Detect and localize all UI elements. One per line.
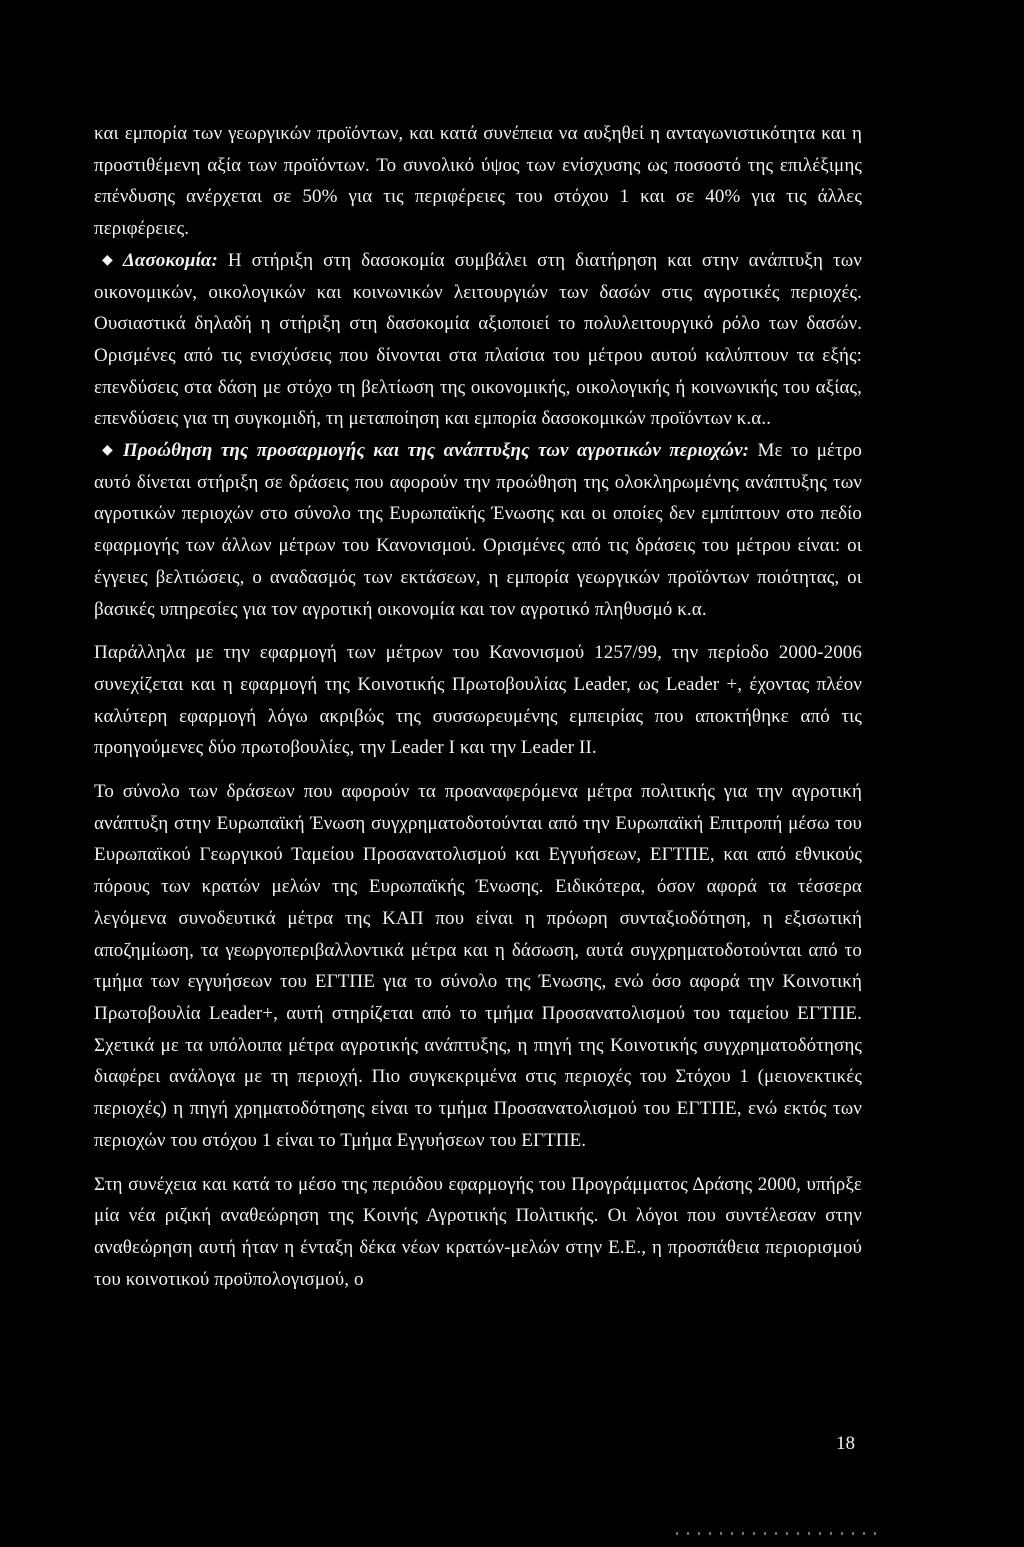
diamond-bullet-icon: ◆ [102,252,113,268]
page-number: 18 [836,1433,855,1454]
paragraph-intro: και εμπορία των γεωργικών προϊόντων, και κατά συνέπεια να αυξηθεί η ανταγωνιστικότητα και η προστιθέμενη αξία των προϊόντων. Το συνολικό ύψος των ενίσχυσης ως ποσοστό της επιλέξιμης επένδυσης ανέρχεται σε 50% για τις περιφέρειες του στόχου 1 και σε 40% για τις άλλες περιφέρειες. [94,123,862,240]
bullet-forestry [94,245,862,435]
paragraph-leader: Παράλληλα με την εφαρμογή των μέτρων του Κανονισμού 1257/99, την περίοδο 2000-2006 συνεχίζεται και η εφαρμογή της Κοινοτικής Πρωτοβουλίας Leader, ως Leader +, έχοντας πλέον καλύτερη εφαρμογή λόγω ακριβώς της συσσωρευμένης εμπειρίας που αποκτήθηκε από τις προηγούμενες δύο πρωτοβουλίες, την Leader I και την Leader II. [94,642,862,759]
bullet-forestry-text: Η στήριξη στη δασοκομία συμβάλει στη διατήρηση και στην ανάπτυξη των οικονομικών, οικολογικών και κοινωνικών λειτουργιών των δασών στις αγροτικές περιοχές. Ουσιαστικά δηλαδή η στήριξη στη δασοκομία αξιοποιεί το πολυλειτουργικό ρόλο των δασών. Ορισμένες από τις ενισχύσεις που δίνονται στα πλαίσια του μέτρου αυτού καλύπτουν τα εξής: επενδύσεις στα δάση με στόχο τη βελτίωση της οικονομικής, οικολογικής ή κοινωνικής του αξίας, επενδύσεις για τη συγκομιδή, τη μεταποίηση και εμπορία δασοκομικών προϊόντων κ.α.. [94,249,862,430]
paragraph-agenda: Στη συνέχεια και κατά το μέσο της περιόδου εφαρμογής του Προγράμματος Δράσης 2000, υπήρξε μία νέα ριζική αναθεώρηση της Κοινής Αγροτικής Πολιτικής. Οι λόγοι που συντέλεσαν στην αναθεώρηση αυτή ήταν η ένταξη δέκα νέων κρατών-μελών στην Ε.Ε., η προσπάθεια περιορισμού του κοινοτικού προϋπολογισμού, ο [94,1173,862,1290]
paragraph-funding: Το σύνολο των δράσεων που αφορούν τα προαναφερόμενα μέτρα πολιτικής για την αγροτική ανάπτυξη στην Ευρωπαϊκή Ένωση συγχρηματοδοτούνται από την Ευρωπαϊκή Επιτροπή μέσω του Ευρωπαϊκού Γεωργικού Ταμείου Προσανατολισμού και Εγγυήσεων, ΕΓΤΠΕ, και από εθνικούς πόρους των κρατών μελών της Ευρωπαϊκής Ένωσης. Ειδικότερα, όσον αφορά τα τέσσερα λεγόμενα συνοδευτικά μέτρα της ΚΑΠ που είναι η πρόωρη συνταξιοδότηση, η εξισωτική αποζημίωση, τα γεωργοπεριβαλλοντικά μέτρα και η δάσωση, αυτά συγχρηματοδοτούνται από το τμήμα των εγγυήσεων του ΕΓΤΠΕ για το σύνολο της Ένωσης, ενώ όσο αφορά την Κοινοτική Πρωτοβουλία Leader+, αυτή στηρίζεται από το τμήμα Προσανατολισμού του ταμείου ΕΓΤΠΕ. Σχετικά με τα υπόλοιπα μέτρα αγροτικής ανάπτυξης, η πηγή της Κοινοτικής συγχρηματοδότησης διαφέρει ανάλογα με τη περιοχή. Πιο συγκεκριμένα στις περιοχές του Στόχου 1 (μειονεκτικές περιοχές) η πηγή χρηματοδότησης είναι το τμήμα Προσανατολισμού του ΕΓΤΠΕ, ενώ εκτός των περιοχών του στόχου 1 είναι το Τμήμα Εγγυήσεων του ΕΓΤΠΕ. [94,781,862,1151]
page-body [94,118,862,1295]
bullet-rural [94,435,862,625]
diamond-bullet-icon: ◆ [102,443,113,459]
bullet-rural-term: Προώθηση της προσαρμογής και της ανάπτυξης των αγροτικών περιοχών: [122,440,750,462]
scan-artifact [676,1532,876,1535]
bullet-forestry-term: Δασοκομία: [122,249,218,271]
bullet-rural-text: Με το μέτρο αυτό δίνεται στήριξη σε δράσεις που αφορούν την προώθηση της ολοκληρωμένης ανάπτυξης των αγροτικών περιοχών στο σύνολο της Ευρωπαϊκής Ένωσης και οι οποίες δεν εμπίπτουν στο πεδίο εφαρμογής των άλλων μέτρων του Κανονισμού. Ορισμένες από τις δράσεις του μέτρου είναι: οι έγγειες βελτιώσεις, ο αναδασμός των εκτάσεων, η εμπορία γεωργικών προϊόντων ποιότητας, οι βασικές υπηρεσίες για τον αγροτική οικονομία και τον αγροτικό πληθυσμό κ.α. [94,440,862,620]
